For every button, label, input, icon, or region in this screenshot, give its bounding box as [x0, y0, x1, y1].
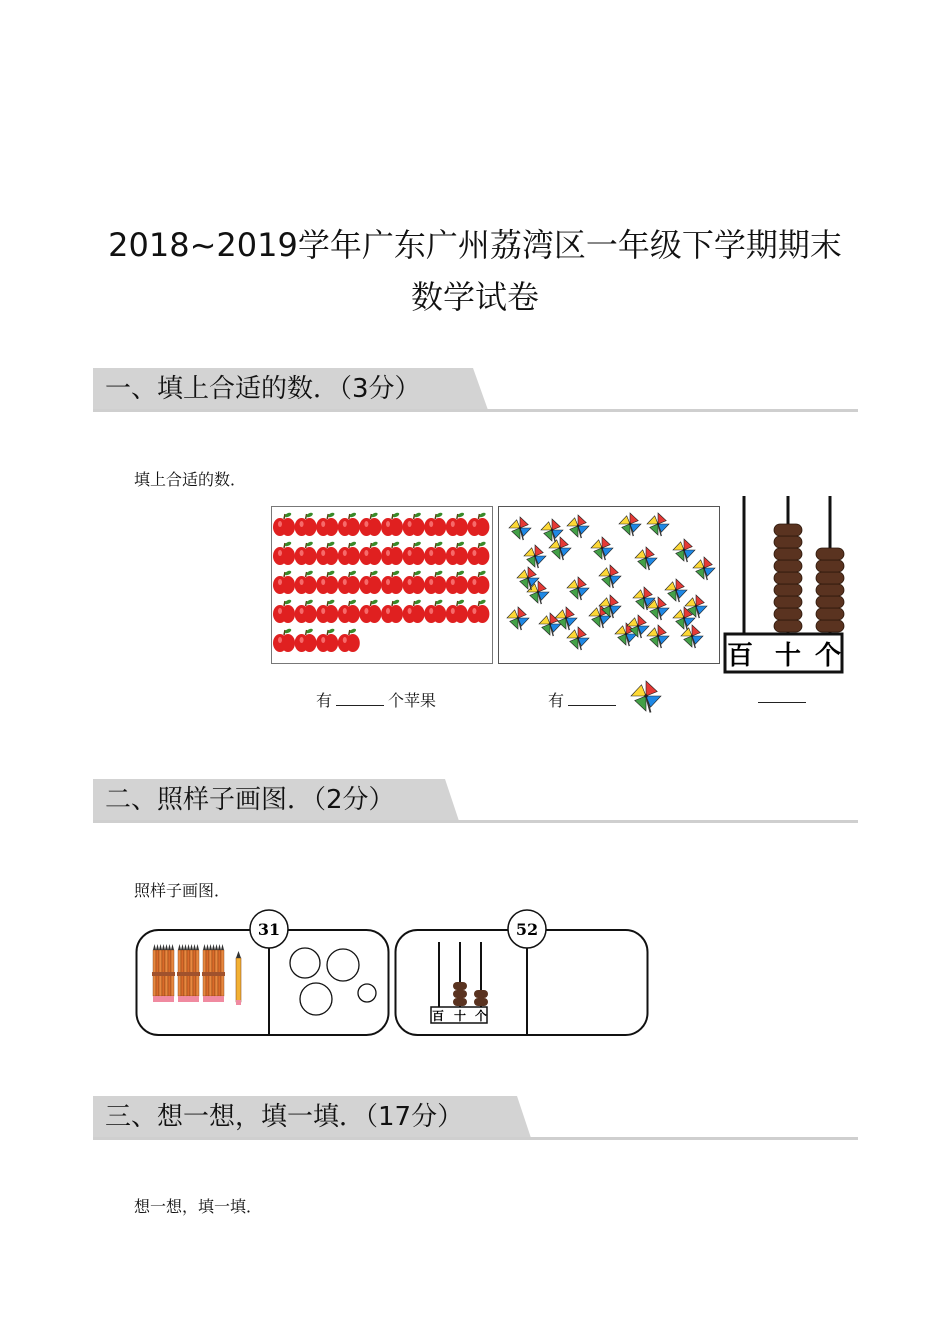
single-pencil: [236, 951, 241, 1005]
section1-prompt: 填上合适的数．: [134, 470, 247, 489]
pinwheels-picture: [498, 506, 720, 664]
abacus-bead: [816, 572, 844, 584]
example2-panel: [394, 910, 650, 1036]
apples-caption-suffix: 个苹果: [388, 691, 437, 710]
abacus-label-tens: 十: [774, 641, 802, 671]
abacus-bead: [774, 584, 802, 596]
abacus-bead: [816, 620, 844, 632]
apples-caption-prefix: 有: [316, 691, 333, 710]
abacus-bead: [774, 548, 802, 560]
abacus-bead: [774, 608, 802, 620]
abacus-bead: [774, 596, 802, 608]
abacus-picture: [722, 492, 847, 677]
abacus-label-hundreds: 百: [726, 641, 754, 671]
abacus-bead: [816, 608, 844, 620]
abacus-caption: [758, 688, 806, 707]
abacus-bead: [453, 998, 467, 1006]
section2-header: [93, 779, 858, 823]
abacus-bead: [774, 560, 802, 572]
abacus-bead: [453, 982, 467, 990]
small-abacus-label-hundreds: 百: [431, 1009, 445, 1023]
pencil-bundle: [152, 944, 175, 1002]
pinwheels-answer-blank[interactable]: [568, 705, 616, 706]
section1-header: [93, 368, 858, 412]
section3-title: 三、想一想，填一填．（17分）: [105, 1102, 464, 1132]
abacus-label-ones: 个: [814, 641, 842, 671]
abacus-bead: [774, 620, 802, 632]
abacus-bead: [774, 572, 802, 584]
apples-caption: [316, 688, 436, 711]
abacus-answer-blank[interactable]: [758, 702, 806, 703]
abacus-bead: [474, 990, 488, 998]
abacus-bead: [453, 990, 467, 998]
apples-picture: [271, 506, 493, 664]
abacus-bead: [774, 536, 802, 548]
abacus-bead: [816, 596, 844, 608]
abacus-bead: [474, 998, 488, 1006]
example2-number: 52: [515, 920, 539, 939]
abacus-bead: [816, 548, 844, 560]
abacus-bead: [816, 560, 844, 572]
example1-number: 31: [257, 920, 281, 939]
pencil-bundle: [202, 944, 225, 1002]
example1-panel: [135, 910, 391, 1036]
small-abacus-label-tens: 十: [453, 1009, 467, 1023]
section3-header: [93, 1096, 858, 1140]
apples-answer-blank[interactable]: [336, 705, 384, 706]
page-title-line2: 数学试卷: [410, 278, 539, 316]
abacus-bead: [774, 524, 802, 536]
pinwheel-icon: [631, 681, 661, 713]
pinwheels-caption-prefix: 有: [548, 691, 565, 710]
pinwheels-caption: [548, 688, 620, 711]
page-title-line1: 2018~2019学年广东广州荔湾区一年级下学期期末: [108, 226, 842, 264]
section2-title: 二、照样子画图．（2分）: [105, 785, 395, 815]
section1-title: 一、填上合适的数．（3分）: [105, 374, 421, 404]
pinwheel-icon: [626, 678, 670, 722]
section2-prompt: 照样子画图．: [134, 881, 231, 900]
abacus-bead: [816, 584, 844, 596]
section3-prompt: 想一想，填一填．: [134, 1197, 263, 1216]
pencil-bundle: [177, 944, 200, 1002]
small-abacus-label-ones: 个: [474, 1009, 488, 1023]
